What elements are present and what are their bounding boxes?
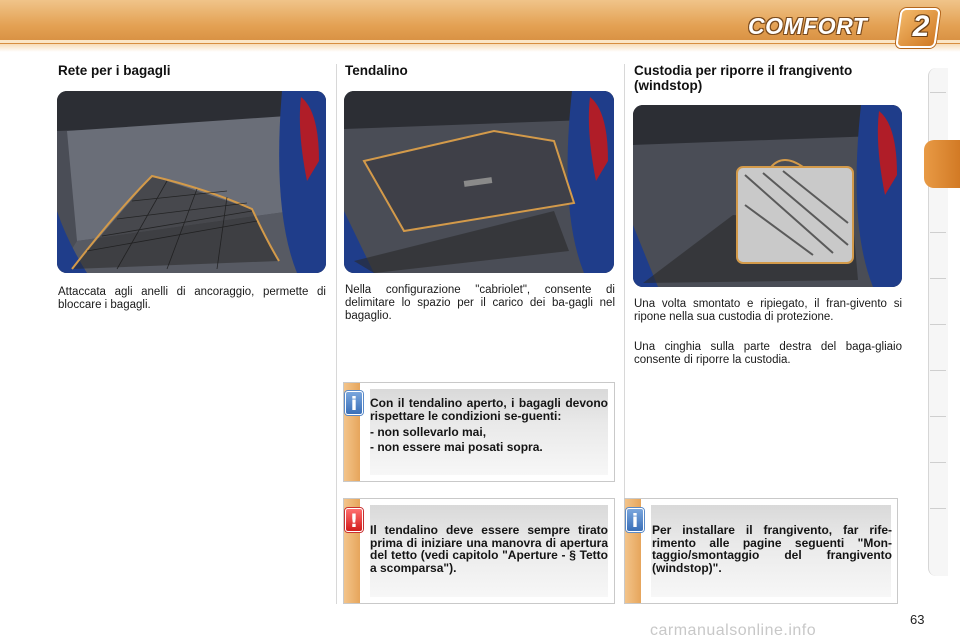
luggage-net-description: Attaccata agli anelli di ancoraggio, permette di bloccare i bagagli. [58,286,326,311]
windstop-case-description-2: Una cinghia sulla parte destra del baga-gliaio consente di riporre la custodia. [634,341,902,366]
info-icon: i [345,391,363,415]
tab-marker [930,278,946,279]
windstop-case-description-1: Una volta smontato e ripiegato, il fran-givento si ripone nella sua custodia di protezione. [634,298,902,323]
warning-tendalino-text: Il tendalino deve essere sempre tirato prima di iniziare una manovra di apertura del tetto (vedi capitolo "Aperture - § Tetto a scomparsa"). [370,523,608,575]
header-fade [0,44,960,52]
active-chapter-tab[interactable] [924,140,960,188]
chapter-title: COMFORT [748,13,868,39]
luggage-net-photo [57,91,326,273]
info-tendalino-intro: Con il tendalino aperto, i bagagli devono rispettare le condizioni se-guenti: [370,396,608,423]
info-windstop-text: Per installare il frangivento, far rife-rimento alle pagine seguenti "Mon-taggio/smontaggio del frangivento (windstop)". [652,523,892,575]
tab-marker [930,508,946,509]
info-tendalino-item-2: - non essere mai posati sopra. [370,439,543,454]
tab-marker [930,370,946,371]
warning-icon: ! [345,508,363,532]
page-number: 63 [910,612,925,627]
tendalino-photo [344,91,614,273]
section-title-tendalino: Tendalino [345,63,408,78]
tendalino-description: Nella configurazione "cabriolet", consente di delimitare lo spazio per il carico dei ba-gagli nel bagaglio. [345,284,615,322]
info-tendalino-item-1: - non sollevarlo mai, [370,425,487,439]
column-divider [336,64,337,604]
tab-marker [930,416,946,417]
section-title-luggage-net: Rete per i bagagli [58,63,171,78]
tab-marker [930,92,946,93]
section-title-windstop-case: Custodia per riporre il frangivento (windstop) [634,63,853,93]
site-watermark: carmanualsonline.info [650,622,817,639]
tab-marker [930,324,946,325]
header-divider [0,40,960,43]
info-tendalino-text [370,397,608,457]
chapter-number: 2 [912,10,930,43]
tab-marker [930,462,946,463]
info-icon: i [626,508,644,532]
windstop-case-photo [633,105,902,287]
tab-marker [930,232,946,233]
